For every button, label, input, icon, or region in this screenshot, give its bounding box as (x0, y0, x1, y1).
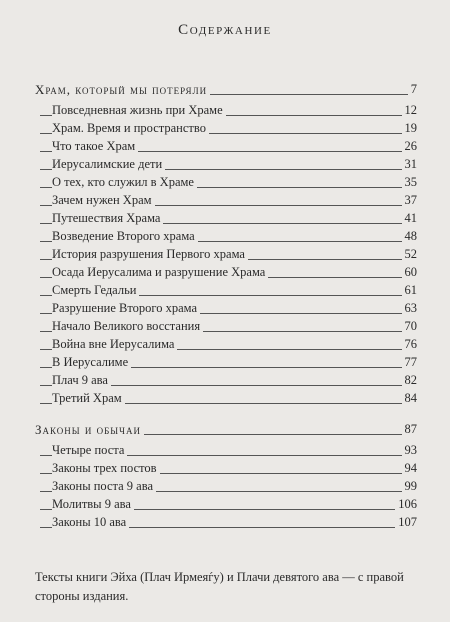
page-number: 61 (402, 283, 418, 298)
toc-entry[interactable] (0, 175, 450, 193)
entry-title: Зачем нужен Храм (52, 193, 155, 208)
page-number: 93 (402, 443, 418, 458)
entry-title: Осада Иерусалима и разрушение Храма (52, 265, 268, 280)
toc-entry[interactable] (0, 139, 450, 157)
entry-title: О тех, кто служил в Храме (52, 175, 197, 190)
page-number: 76 (402, 337, 418, 352)
page-number: 87 (402, 422, 418, 437)
toc-entry[interactable] (0, 355, 450, 373)
toc-entry[interactable] (0, 497, 450, 515)
toc-entry[interactable] (0, 247, 450, 265)
toc-entry[interactable] (0, 229, 450, 247)
page-number: 94 (402, 461, 418, 476)
footnote: Тексты книги Эйха (Плач Ирмеяѓу) и Плачи девятого ава — с правой стороны издания. (35, 570, 404, 603)
toc-section-1[interactable] (0, 82, 450, 100)
toc-entry[interactable] (0, 373, 450, 391)
entry-title: В Иерусалиме (52, 355, 131, 370)
page-number: 26 (402, 139, 418, 154)
page-number: 60 (402, 265, 418, 280)
toc-entry[interactable] (0, 157, 450, 175)
entry-title: Иерусалимские дети (52, 157, 165, 172)
entry-title: Что такое Храм (52, 139, 138, 154)
page-number: 82 (402, 373, 418, 388)
page-number: 106 (395, 497, 417, 512)
toc-entry[interactable] (0, 265, 450, 283)
entry-title: Возведение Второго храма (52, 229, 198, 244)
page-number: 35 (402, 175, 418, 190)
page-number: 107 (395, 515, 417, 530)
page-number: 70 (402, 319, 418, 334)
toc-entry[interactable] (0, 337, 450, 355)
toc-entry[interactable] (0, 319, 450, 337)
entry-title: Законы трех постов (52, 461, 160, 476)
page-number: 41 (402, 211, 418, 226)
toc-entry[interactable] (0, 121, 450, 139)
entry-title: Война вне Иерусалима (52, 337, 177, 352)
toc-entry[interactable] (0, 461, 450, 479)
toc-entry[interactable] (0, 479, 450, 497)
toc-entry[interactable] (0, 211, 450, 229)
entry-title: История разрушения Первого храма (52, 247, 248, 262)
entry-title: Начало Великого восстания (52, 319, 203, 334)
entry-title: Плач 9 ава (52, 373, 111, 388)
entry-title: Смерть Гедальи (52, 283, 139, 298)
page-number: 63 (402, 301, 418, 316)
entry-title: Законы поста 9 ава (52, 479, 156, 494)
entry-title: Путешествия Храма (52, 211, 163, 226)
toc-entry[interactable] (0, 103, 450, 121)
toc-entry[interactable] (0, 443, 450, 461)
page-number: 48 (402, 229, 418, 244)
page-number: 31 (402, 157, 418, 172)
page-number: 77 (402, 355, 418, 370)
entry-title: Разрушение Второго храма (52, 301, 200, 316)
page-number: 19 (402, 121, 418, 136)
entry-title: Молитвы 9 ава (52, 497, 134, 512)
toc-section-2[interactable] (0, 422, 450, 440)
section-title: Храм, который мы потеряли (35, 82, 210, 98)
page-title: Содержание (178, 22, 272, 38)
page-number: 52 (402, 247, 418, 262)
entry-title: Храм. Время и пространство (52, 121, 209, 136)
toc-entry[interactable] (0, 391, 450, 409)
entry-title: Третий Храм (52, 391, 125, 406)
page-number: 37 (402, 193, 418, 208)
toc-entry[interactable] (0, 283, 450, 301)
page-number: 12 (402, 103, 418, 118)
page-number: 99 (402, 479, 418, 494)
entry-title: Повседневная жизнь при Храме (52, 103, 226, 118)
toc-entry[interactable] (0, 515, 450, 533)
section-title: Законы и обычаи (35, 422, 144, 438)
toc-entry[interactable] (0, 301, 450, 319)
entry-title: Законы 10 ава (52, 515, 129, 530)
page-number: 84 (402, 391, 418, 406)
page-number: 7 (408, 82, 417, 97)
toc-entry[interactable] (0, 193, 450, 211)
entry-title: Четыре поста (52, 443, 127, 458)
